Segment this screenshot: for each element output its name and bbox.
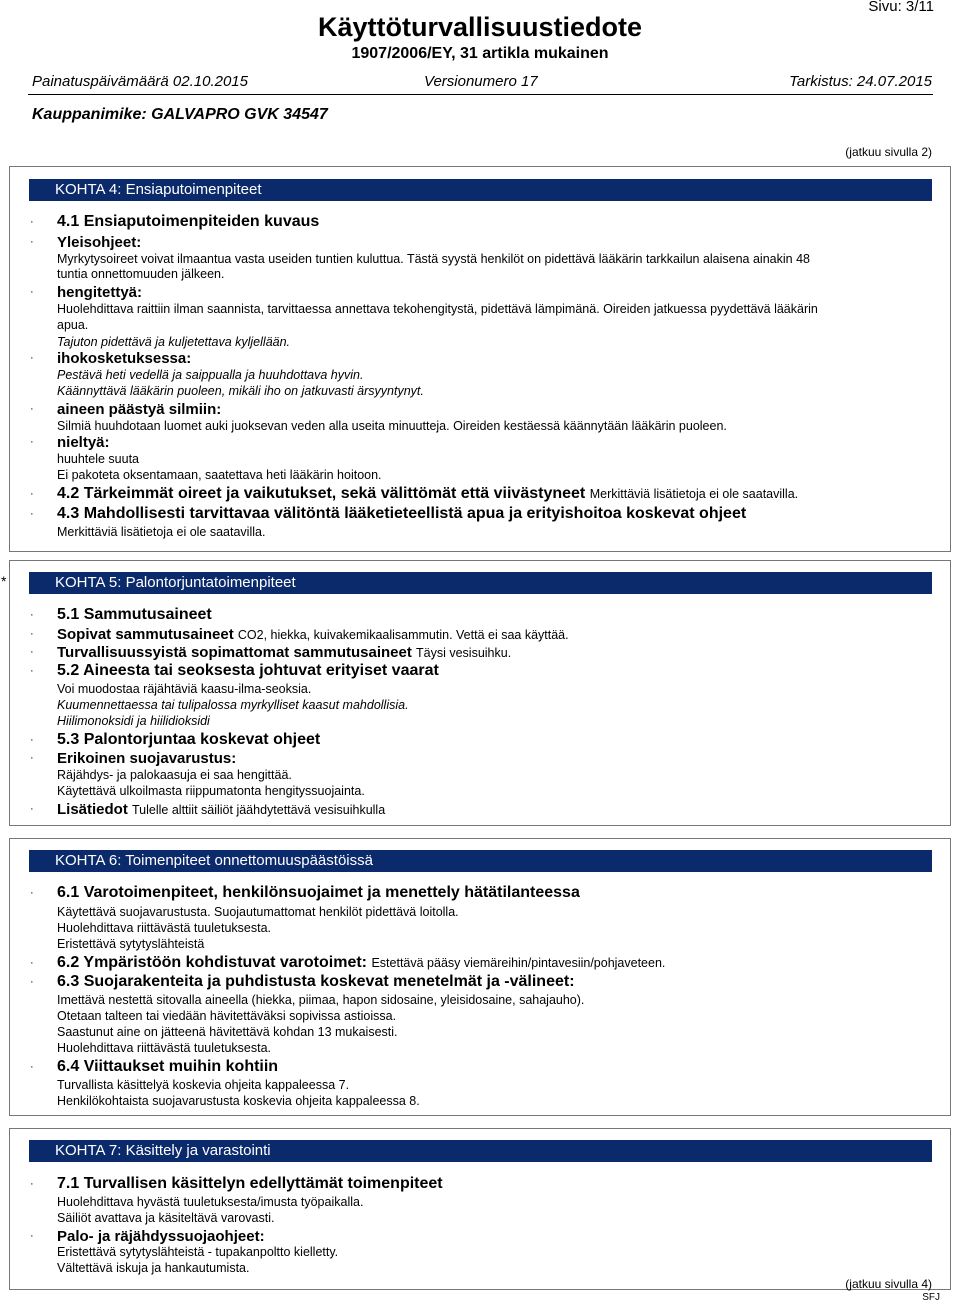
- text-line: Voi muodostaa räjähtäviä kaasu-ilma-seoksia.: [57, 682, 312, 696]
- section-7-header: KOHTA 7: Käsittely ja varastointi: [29, 1140, 932, 1162]
- unsuitable-media-text: Täysi vesisuihku.: [416, 646, 512, 660]
- text-line: Merkittäviä lisätietoja ei ole saatavilla.: [57, 525, 266, 539]
- footer-code: SFJ: [922, 1292, 940, 1303]
- text-line: Huolehdittava riittävästä tuuletuksesta.: [57, 1041, 272, 1055]
- inhalation-label: hengitettyä:: [57, 284, 143, 301]
- text-line: Turvallista käsittelyä koskevia ohjeita kappaleessa 7.: [57, 1078, 350, 1092]
- document-title: Käyttöturvallisuustiedote: [317, 12, 643, 42]
- section-6-header: KOHTA 6: Toimenpiteet onnettomuuspäästöissä: [29, 850, 932, 872]
- text-line: Eristettävä sytytyslähteistä: [57, 937, 205, 951]
- additional-info-label: Lisätiedot: [57, 801, 128, 818]
- heading-4-2: [57, 485, 798, 503]
- additional-info-text: Tulelle alttiit säiliöt jäähdytettävä vesisuihkulla: [132, 803, 386, 817]
- text-line: Tajuton pidettävä ja kuljetettava kyljellään.: [57, 335, 291, 349]
- text-line: Käytettävä ulkoilmasta riippumatonta hengityssuojainta.: [57, 784, 365, 798]
- heading-6-2-text: Estettävä pääsy viemäreihin/pintavesiin/pohjaveteen.: [371, 956, 666, 970]
- continued-on: (jatkuu sivulla 4): [845, 1277, 932, 1291]
- text-line: apua.: [57, 318, 89, 332]
- text-line: Säiliöt avattava ja käsiteltävä varovasti.: [57, 1211, 275, 1225]
- header-divider: [28, 94, 933, 95]
- document-subtitle: 1907/2006/EY, 31 artikla mukainen: [351, 45, 609, 62]
- heading-6-1: 6.1 Varotoimenpiteet, henkilönsuojaimet ja menettely hätätilanteessa: [57, 884, 580, 901]
- text-line: Käytettävä suojavarustusta. Suojautumattomat henkilöt pidettävä loitolla.: [57, 905, 459, 919]
- heading-5-3: 5.3 Palontorjuntaa koskevat ohjeet: [57, 731, 321, 748]
- text-line: Kuumennettaessa tai tulipalossa myrkylliset kaasut mahdollisia.: [57, 698, 409, 712]
- bullet: ·: [30, 734, 34, 746]
- print-date: Painatuspäivämäärä 02.10.2015: [32, 73, 248, 90]
- heading-6-2-title: 6.2 Ympäristöön kohdistuvat varotoimet:: [57, 954, 367, 971]
- heading-6-2: [57, 954, 665, 972]
- heading-4-3: 4.3 Mahdollisesti tarvittavaa välitöntä lääketieteellistä apua ja erityishoitoa koskevat ohjeet: [57, 505, 747, 522]
- heading-5-1: 5.1 Sammutusaineet: [57, 606, 212, 623]
- bullet: ·: [30, 1061, 34, 1073]
- revision-marker: *: [1, 573, 7, 589]
- bullet: ·: [30, 752, 34, 764]
- section-4-header: KOHTA 4: Ensiaputoimenpiteet: [29, 179, 932, 201]
- bullet: ·: [30, 1178, 34, 1190]
- version-number: Versionumero 17: [424, 73, 538, 90]
- unsuitable-media-label: Turvallisuussyistä sopimattomat sammutusaineet: [57, 644, 412, 661]
- text-line: Myrkytysoireet voivat ilmaantua vasta useiden tuntien kuluttua. Tästä syystä henkilöt on pidettävä lääkärin tarkkailun alaisena ainakin 48: [57, 252, 810, 266]
- bullet: ·: [30, 352, 34, 364]
- continued-from: (jatkuu sivulla 2): [845, 145, 932, 159]
- page-number: Sivu: 3/11: [868, 0, 934, 15]
- text-line: Käännyttävä lääkärin puoleen, mikäli iho on jatkuvasti ärsyyntynyt.: [57, 384, 424, 398]
- bullet: ·: [30, 286, 34, 298]
- bullet: ·: [30, 216, 34, 228]
- bullet: ·: [30, 403, 34, 415]
- heading-6-4: 6.4 Viittaukset muihin kohtiin: [57, 1058, 279, 1075]
- trade-name: Kauppanimike: GALVAPRO GVK 34547: [32, 106, 328, 123]
- heading-4-2-title: 4.2 Tärkeimmät oireet ja vaikutukset, sekä välittömät että viivästyneet: [57, 485, 586, 502]
- text-line: Ei pakoteta oksentamaan, saatettava heti lääkärin hoitoon.: [57, 468, 382, 482]
- bullet: ·: [30, 436, 34, 448]
- revision-date: Tarkistus: 24.07.2015: [789, 73, 932, 90]
- bullet: ·: [30, 665, 34, 677]
- ingestion-label: nieltyä:: [57, 434, 110, 451]
- general-advice-label: Yleisohjeet:: [57, 234, 142, 251]
- text-line: Eristettävä sytytyslähteistä - tupakanpoltto kielletty.: [57, 1245, 339, 1259]
- bullet: ·: [30, 887, 34, 899]
- fire-protection-label: Palo- ja räjähdyssuojaohjeet:: [57, 1228, 265, 1245]
- text-line: Huolehdittava riittävästä tuuletuksesta.: [57, 921, 272, 935]
- bullet: ·: [30, 488, 34, 500]
- text-line: Saastunut aine on jätteenä hävitettävä kohdan 13 mukaisesti.: [57, 1025, 398, 1039]
- heading-6-3: 6.3 Suojarakenteita ja puhdistusta koskevat menetelmät ja -välineet:: [57, 973, 575, 990]
- heading-5-2: 5.2 Aineesta tai seoksesta johtuvat erityiset vaarat: [57, 662, 439, 679]
- suitable-media-label: Sopivat sammutusaineet: [57, 626, 234, 643]
- suitable-media-text: CO2, hiekka, kuivakemikaalisammutin. Vettä ei saa käyttää.: [237, 628, 569, 642]
- bullet: ·: [30, 628, 34, 640]
- text-line: huuhtele suuta: [57, 452, 140, 466]
- text-line: Silmiä huuhdotaan luomet auki juoksevan veden alla useita minuutteja. Oireiden kestäessä käännytään lääkärin puoleen.: [57, 419, 727, 433]
- bullet: ·: [30, 1230, 34, 1242]
- text-line: Imettävä nestettä sitovalla aineella (hiekka, piimaa, hapon sidosaine, yleisidosaine, sahajauho).: [57, 993, 585, 1007]
- text-line: Henkilökohtaista suojavarustusta koskevia ohjeita kappaleessa 8.: [57, 1094, 420, 1108]
- protective-equipment-label: Erikoinen suojavarustus:: [57, 750, 237, 767]
- heading-4-1: 4.1 Ensiaputoimenpiteiden kuvaus: [57, 213, 320, 230]
- bullet: ·: [30, 609, 34, 621]
- text-line: tuntia onnettomuuden jälkeen.: [57, 267, 225, 281]
- bullet: ·: [30, 803, 34, 815]
- text-line: Pestävä heti vedellä ja saippualla ja huuhdottava hyvin.: [57, 368, 364, 382]
- text-line: Vältettävä iskuja ja hankautumista.: [57, 1261, 250, 1275]
- suitable-media: [57, 626, 569, 643]
- bullet: ·: [30, 646, 34, 658]
- bullet: ·: [30, 976, 34, 988]
- heading-7-1: 7.1 Turvallisen käsittelyn edellyttämät toimenpiteet: [57, 1175, 443, 1192]
- eye-contact-label: aineen päästyä silmiin:: [57, 401, 222, 418]
- text-line: Huolehdittava raittiin ilman saannista, tarvittaessa annettava tekohengitystä, pidettävä lämpimänä. Oireiden jatkuessa pyydettävä lääkärin: [57, 302, 818, 316]
- additional-info: [57, 801, 385, 818]
- heading-4-2-text: Merkittäviä lisätietoja ei ole saatavilla.: [589, 487, 799, 501]
- bullet: ·: [30, 957, 34, 969]
- skin-contact-label: ihokosketuksessa:: [57, 350, 192, 367]
- text-line: Hiilimonoksidi ja hiilidioksidi: [57, 714, 210, 728]
- text-line: Räjähdys- ja palokaasuja ei saa hengittää.: [57, 768, 292, 782]
- text-line: Otetaan talteen tai viedään hävitettäväksi sopivissa astioissa.: [57, 1009, 397, 1023]
- section-5-header: KOHTA 5: Palontorjuntatoimenpiteet: [29, 572, 932, 594]
- unsuitable-media: [57, 644, 511, 661]
- bullet: ·: [30, 508, 34, 520]
- text-line: Huolehdittava hyvästä tuuletuksesta/imusta työpaikalla.: [57, 1195, 364, 1209]
- bullet: ·: [30, 236, 34, 248]
